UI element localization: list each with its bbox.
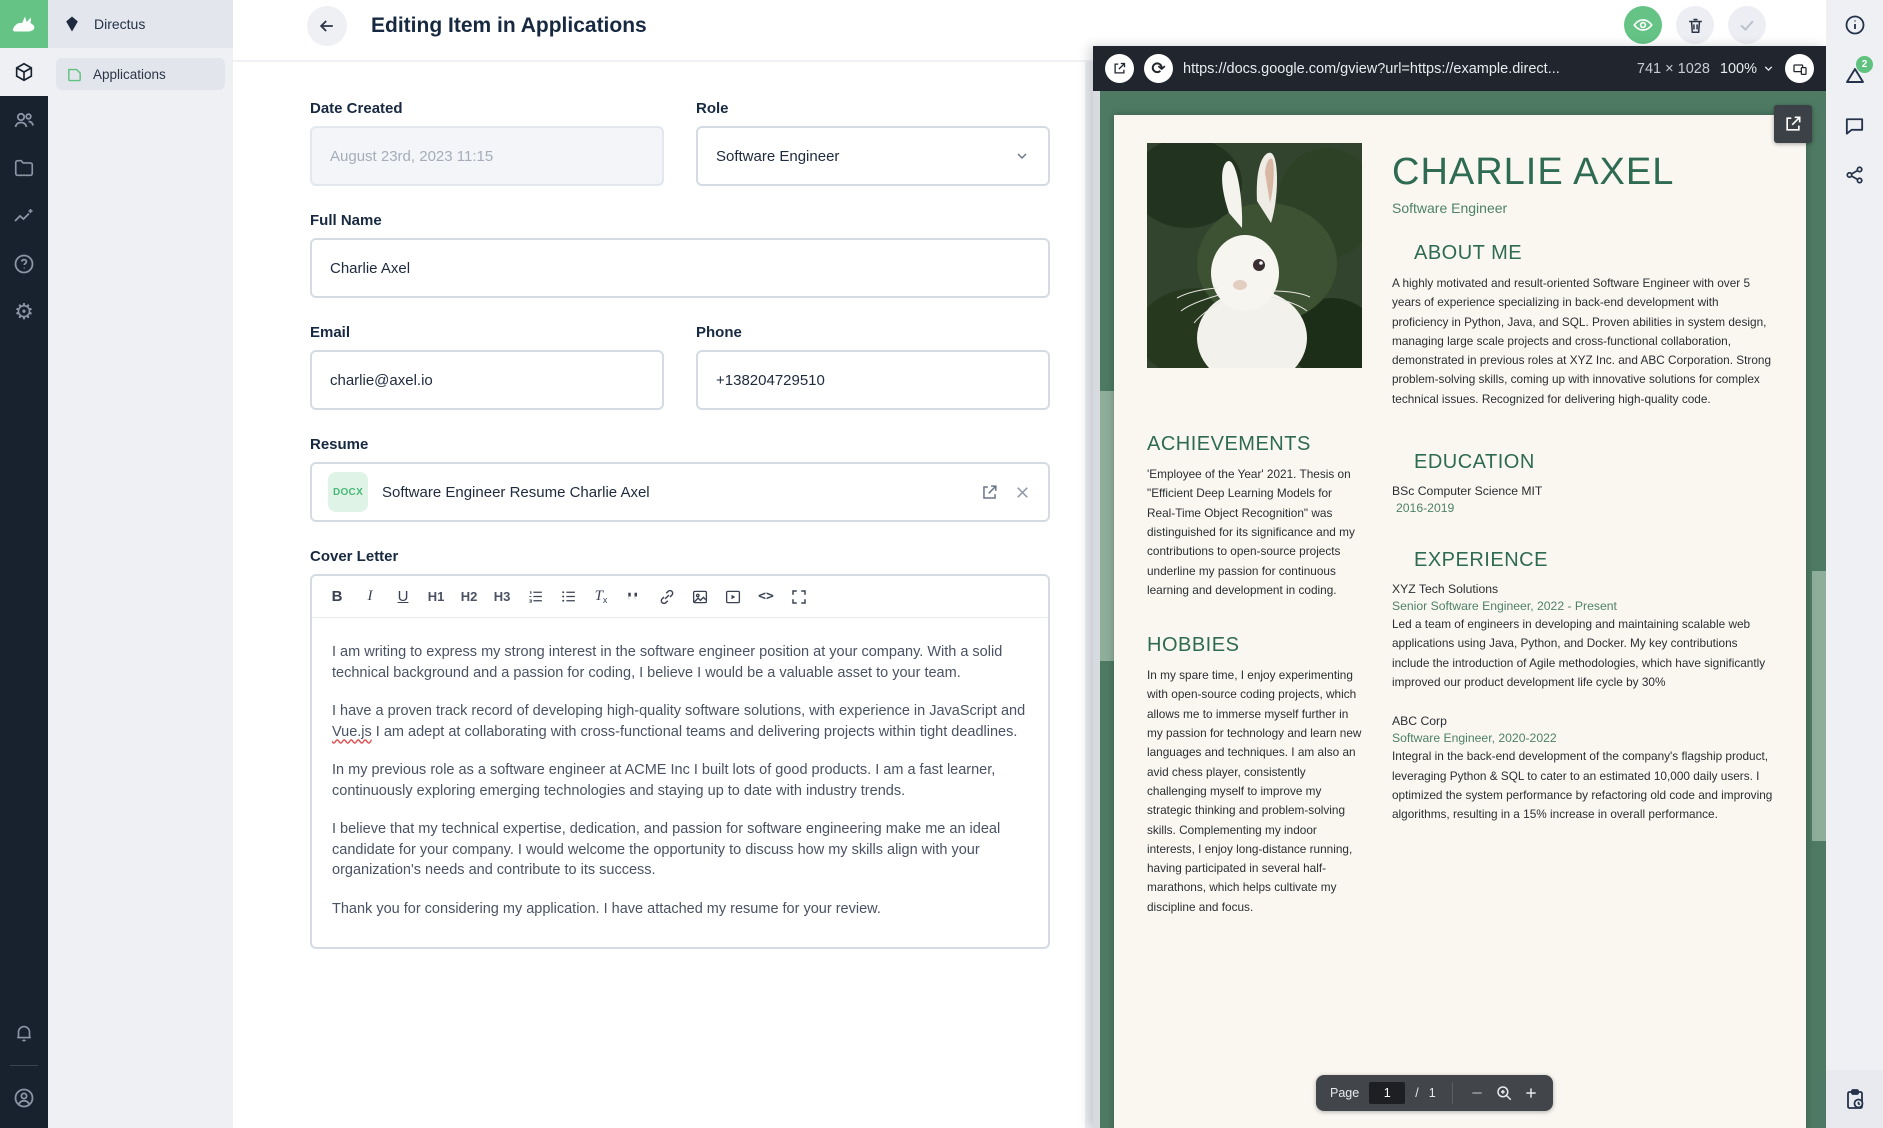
spellcheck-word: Vue.js <box>332 723 372 740</box>
job-role: Senior Software Engineer, 2022 - Present <box>1392 599 1617 614</box>
document-viewport[interactable] <box>1093 91 1826 1128</box>
insert-image-button[interactable] <box>687 583 713 611</box>
job-role: Software Engineer, 2020-2022 <box>1392 731 1557 746</box>
hobbies-heading: HOBBIES <box>1147 634 1240 657</box>
role-select[interactable] <box>696 126 1050 186</box>
cover-letter-paragraph: I am writing to express my strong interest in the software engineer position at your company. With a solid technical background and a passion for coding, I believe I would be a valuable asset to your team. <box>332 644 1003 681</box>
help-icon <box>12 252 36 276</box>
code-button[interactable]: <> <box>758 589 774 604</box>
wysiwyg-toolbar <box>312 576 1048 618</box>
trash-icon <box>1686 16 1705 35</box>
resume-file-field[interactable] <box>310 462 1050 522</box>
refresh-icon: ⟳ <box>1151 59 1166 78</box>
clear-format-button[interactable]: T x <box>594 588 608 605</box>
file-preview-drawer <box>1093 46 1826 1128</box>
rabbit-logo-icon <box>9 9 39 39</box>
resume-label: Resume <box>310 436 369 453</box>
zoom-in-icon[interactable] <box>1523 1085 1539 1101</box>
clipboard-clock-icon <box>1843 1087 1867 1111</box>
achievements-heading: ACHIEVEMENTS <box>1147 433 1311 456</box>
underline-button[interactable]: U <box>397 588 409 605</box>
job-description: Integral in the back-end development of the company's flagship product, leveraging Python & SQL to cater to an estimated 10,000 daily users. I optimized the system performance by refactoring old code and improving algorithms, resulting in a 15% increase in overall performance. <box>1392 749 1773 822</box>
page-total: 1 <box>1428 1086 1436 1100</box>
role-label: Role <box>696 100 729 117</box>
hobbies-text: In my spare time, I enjoy experimenting with open-source coding projects, which allows me to immerse myself further in my passion for technology and learn new languages and techniques. I am also an avid chess player, consistently challenging myself to improve my strategic thinking and problem-solving skills. Complementing my indoor interests, I enjoy long-distance running, having participated in several half-marathons, which helps cultivate my discipline and focus. <box>1147 668 1362 914</box>
docx-badge: DOCX <box>328 472 368 512</box>
cover-letter-content[interactable] <box>312 618 1048 947</box>
module-bar <box>0 0 48 1128</box>
sidebar-item-applications[interactable] <box>56 58 225 90</box>
cover-letter-paragraph: I believe that my technical expertise, dedication, and passion for software engineering make me an ideal candidate for your company. I would welcome the opportunity to discuss how my skills align with your organization's needs and contribute to its success. <box>332 821 1001 878</box>
zoom-out-icon[interactable] <box>1469 1085 1485 1101</box>
job-company: XYZ Tech Solutions <box>1392 582 1499 597</box>
check-icon <box>1737 15 1757 35</box>
page-accent-bar <box>1100 391 1114 661</box>
module-users[interactable] <box>0 96 48 144</box>
module-help[interactable] <box>0 240 48 288</box>
viewport-scroll-track[interactable] <box>1093 91 1100 1128</box>
revisions-sidebar-button[interactable] <box>1826 50 1883 100</box>
device-preview-button[interactable] <box>1785 54 1814 83</box>
page-separator: / <box>1415 1086 1419 1100</box>
education-degree: BSc Computer Science MIT <box>1392 484 1543 499</box>
module-files[interactable] <box>0 144 48 192</box>
resume-title: Software Engineer <box>1392 200 1508 216</box>
module-insights[interactable] <box>0 192 48 240</box>
achievements-text: 'Employee of the Year' 2021. Thesis on "Efficient Deep Learning Models for Real-Time Object Recognition" was distinguished for its significance and my contributions to open-source projects underline my passion for continuous learning and development in coding. <box>1147 467 1355 597</box>
delete-button[interactable] <box>1676 6 1714 44</box>
italic-button[interactable]: I <box>367 588 373 604</box>
page-label: Page <box>1330 1086 1360 1100</box>
revisions-count-badge: 2 <box>1856 56 1873 73</box>
info-icon <box>1843 13 1867 37</box>
fullscreen-button[interactable] <box>786 583 812 611</box>
rabbit-photo <box>1147 143 1362 368</box>
eye-icon <box>1632 14 1654 36</box>
resume-page <box>1114 115 1806 1128</box>
email-field[interactable] <box>310 350 664 410</box>
cover-letter-editor <box>310 574 1050 949</box>
directus-logo[interactable] <box>0 0 48 48</box>
job-company: ABC Corp <box>1392 714 1447 729</box>
page-number-input[interactable]: 1 <box>1369 1082 1405 1104</box>
zoom-select[interactable]: 100% <box>1720 61 1775 77</box>
bullet-list-button[interactable] <box>555 583 581 611</box>
sidebar-item-label: Applications <box>93 66 166 82</box>
date-created-label: Date Created <box>310 100 403 117</box>
open-url-button[interactable] <box>1105 54 1134 83</box>
info-sidebar-button[interactable] <box>1826 0 1883 50</box>
experience-heading: EXPERIENCE <box>1414 549 1548 572</box>
collection-icon <box>66 66 83 83</box>
preview-topbar <box>1093 46 1826 91</box>
resume-filename: Software Engineer Resume Charlie Axel <box>382 483 650 501</box>
date-created-field[interactable] <box>310 126 664 186</box>
nav-sidebar <box>48 0 233 1128</box>
main-content <box>233 0 1826 1128</box>
email-label: Email <box>310 324 351 341</box>
bold-button[interactable]: B <box>331 588 343 605</box>
project-name: Directus <box>94 16 146 32</box>
ordered-list-button[interactable] <box>522 583 548 611</box>
item-form <box>233 60 1093 1128</box>
page-title: Editing Item in Applications <box>371 14 647 37</box>
comment-icon <box>1843 114 1866 137</box>
right-sidebar <box>1826 0 1883 1128</box>
role-value: Software Engineer <box>716 147 840 165</box>
open-in-new-icon <box>1112 61 1127 76</box>
activity-sidebar-button[interactable] <box>1826 1070 1883 1128</box>
comments-sidebar-button[interactable] <box>1826 100 1883 150</box>
devices-icon <box>1792 61 1808 77</box>
cube-icon <box>13 61 35 83</box>
about-heading: ABOUT ME <box>1414 242 1523 264</box>
open-in-new-icon[interactable] <box>980 483 999 502</box>
zoom-magnifier-icon[interactable] <box>1495 1084 1513 1102</box>
page-accent-bar <box>1812 571 1826 841</box>
share-sidebar-button[interactable] <box>1826 150 1883 200</box>
full-name-field[interactable] <box>310 238 1050 298</box>
user-avatar-icon <box>12 1086 36 1110</box>
back-button[interactable] <box>307 6 347 46</box>
expand-document-button[interactable] <box>1774 105 1812 143</box>
module-settings[interactable] <box>0 288 48 336</box>
project-selector[interactable] <box>48 0 233 48</box>
users-icon <box>12 108 36 132</box>
project-diamond-icon <box>62 14 82 34</box>
h1-button[interactable]: H1 <box>427 589 445 604</box>
insert-media-button[interactable] <box>720 583 746 611</box>
phone-field[interactable] <box>696 350 1050 410</box>
insights-icon <box>12 204 36 228</box>
remove-file-icon[interactable] <box>1013 483 1032 502</box>
save-button[interactable] <box>1728 6 1766 44</box>
full-name-label: Full Name <box>310 212 382 229</box>
preview-toggle-button[interactable] <box>1624 6 1662 44</box>
gear-icon: ⚙ <box>14 299 34 324</box>
folder-icon <box>13 157 35 179</box>
cover-letter-paragraph: I have a proven track record of developing high-quality software solutions, with experience in JavaScript and Vue.js I am adept at collaborating with cross-functional teams and delivering projects within tight deadlines. <box>332 703 1026 740</box>
module-content[interactable] <box>0 48 48 96</box>
resume-name: CHARLIE AXEL <box>1392 151 1675 193</box>
about-text: A highly motivated and result-oriented Software Engineer with over 5 years of experience specializing in back-end development with proficiency in Python, Java, and SQL. Proven abilities in system design, managing large scale projects and cross-functional collaboration, demonstrated in previous roles at XYZ Inc. and ABC Corporation. Strong problem-solving skills, coming up with innovative solutions for complex technical issues. Recognized for delivering high-quality code. <box>1392 276 1772 406</box>
link-button[interactable] <box>654 583 680 611</box>
user-menu-button[interactable] <box>0 1074 48 1122</box>
arrow-left-icon <box>317 16 337 36</box>
notifications-button[interactable] <box>0 1009 48 1057</box>
h2-button[interactable]: H2 <box>460 589 478 604</box>
education-years: 2016-2019 <box>1396 501 1455 516</box>
phone-label: Phone <box>696 324 742 341</box>
education-heading: EDUCATION <box>1414 451 1535 474</box>
page-controls <box>1316 1075 1553 1111</box>
open-in-new-icon <box>1783 114 1803 134</box>
chevron-down-icon <box>1762 62 1775 75</box>
cover-letter-paragraph: In my previous role as a software engineer at ACME Inc I built lots of good products. I am a fast learner, continuously exploring emerging technologies and staying up to date with industry trends. <box>332 762 996 799</box>
cover-letter-label: Cover Letter <box>310 548 399 565</box>
chevron-down-icon <box>1014 148 1030 164</box>
preview-url: https://docs.google.com/gview?url=https://example.direct... <box>1183 60 1560 77</box>
share-icon <box>1844 164 1866 186</box>
preview-dimensions: 741 × 1028 <box>1636 60 1710 77</box>
job-description: Led a team of engineers in developing and maintaining scalable web applications using Java, Python, and Docker. My key contributions include the introduction of Agile methodologies, which have significantly improved our product development life cycle by 30% <box>1392 617 1766 689</box>
bell-icon <box>13 1022 35 1044</box>
form-scrollbar[interactable] <box>1085 62 1093 1128</box>
cover-letter-paragraph: Thank you for considering my application. I have attached my resume for your review. <box>332 900 881 917</box>
blockquote-button[interactable] <box>621 583 647 611</box>
h3-button[interactable]: H3 <box>493 589 511 604</box>
refresh-button[interactable] <box>1144 54 1173 83</box>
